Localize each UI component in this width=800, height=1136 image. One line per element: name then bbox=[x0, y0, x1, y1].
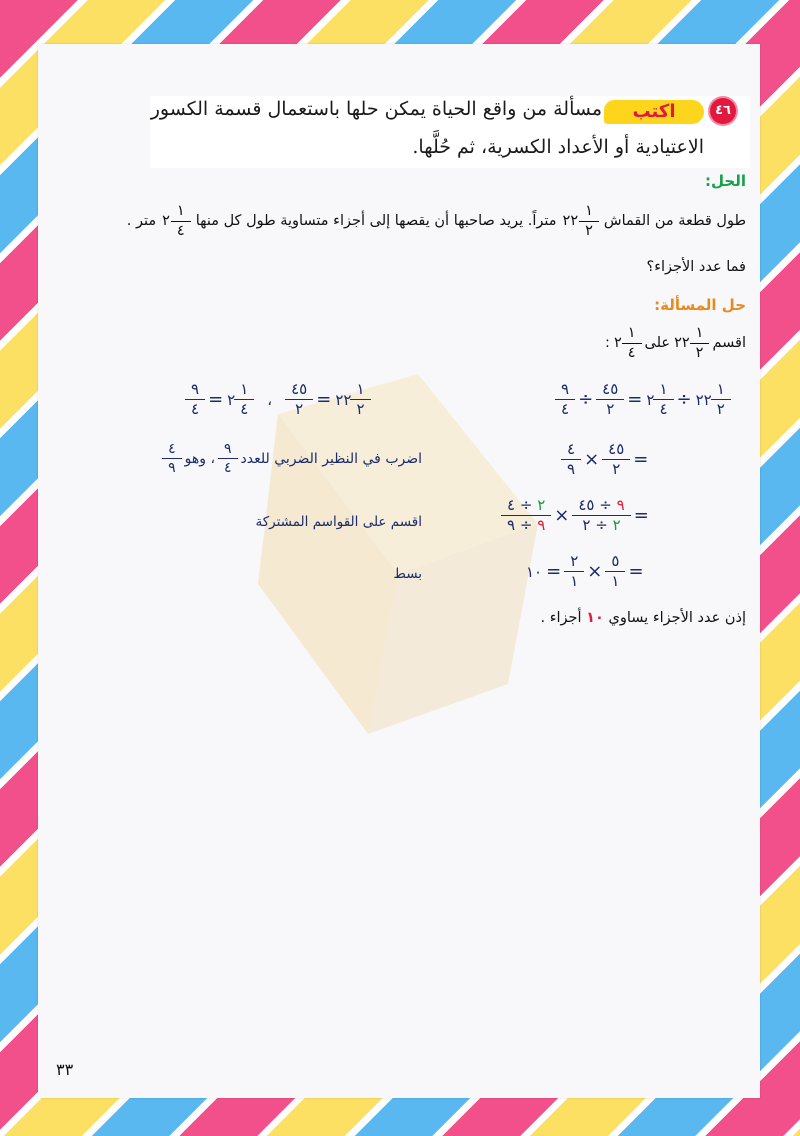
r1-div-op: ÷ bbox=[578, 389, 594, 410]
math-row-3 bbox=[502, 498, 653, 533]
cv-comma: ، bbox=[267, 390, 273, 409]
r3-left-num-four: ٤ bbox=[507, 496, 516, 514]
divide-frac-b-den: ٤ bbox=[622, 343, 642, 361]
cv-frac-45-num: ٤٥ bbox=[291, 380, 308, 398]
r3-right-num-div: ÷ bbox=[599, 496, 612, 514]
r4-eq-1: = bbox=[546, 561, 562, 582]
cv-frac-1b-den: ٢ bbox=[350, 399, 370, 417]
problem-part-2: متراً. يريد صاحبها أن يقصها إلى أجزاء متساوية طول كل منها bbox=[195, 213, 557, 229]
r3-left-num-green: ٢ bbox=[537, 496, 546, 514]
simplify-note: بسط bbox=[393, 566, 422, 582]
cv-frac-1b-num: ١ bbox=[356, 380, 365, 398]
solve-heading: حل المسألة: bbox=[654, 296, 746, 314]
mixed-b-num: ١ bbox=[176, 203, 185, 219]
problem-part-1: طول قطعة من القماش bbox=[603, 213, 746, 229]
r3-times-op: × bbox=[554, 505, 570, 526]
reciprocal-note bbox=[159, 442, 422, 475]
r3-right-den-two: ٢ bbox=[582, 516, 591, 534]
cv-frac-1a-num: ١ bbox=[240, 380, 249, 398]
mixed-a-den: ٢ bbox=[579, 221, 599, 239]
r1-whole-22: ٢٢ bbox=[695, 390, 712, 409]
r3-left-den-red: ٩ bbox=[537, 516, 546, 534]
r3-right-num-red: ٩ bbox=[616, 496, 625, 514]
r2-frac-45-num: ٤٥ bbox=[608, 440, 625, 458]
conclusion bbox=[540, 610, 746, 626]
r1-eq-op: = bbox=[627, 389, 643, 410]
r1-frac-9-num: ٩ bbox=[561, 380, 570, 398]
cv-eq-2: = bbox=[316, 389, 332, 410]
cv-eq-1: = bbox=[208, 389, 224, 410]
r1-frac-9-den: ٤ bbox=[555, 399, 575, 417]
write-badge-label: اكتب bbox=[632, 101, 676, 122]
r4-frac-2-den: ١ bbox=[564, 571, 584, 589]
cv-frac-9-den: ٤ bbox=[185, 399, 205, 417]
divide-frac-a-den: ٢ bbox=[690, 343, 710, 361]
write-badge bbox=[604, 100, 704, 124]
problem-statement bbox=[46, 204, 746, 238]
note-frac-9-den: ٤ bbox=[218, 458, 238, 475]
question-number: ٤٦ bbox=[715, 103, 731, 118]
divide-whole-b: ٢ bbox=[613, 335, 622, 351]
r1-frac-1b-den: ٢ bbox=[711, 399, 731, 417]
on-word: على bbox=[644, 335, 671, 351]
note-frac-4-num: ٤ bbox=[168, 441, 176, 457]
question-number-badge bbox=[710, 98, 736, 124]
r4-result-10: ١٠ bbox=[526, 562, 543, 581]
r2-frac-4-den: ٩ bbox=[561, 459, 581, 477]
cv-whole-2: ٢ bbox=[227, 390, 236, 409]
r2-eq-op: = bbox=[633, 449, 649, 470]
math-row-1 bbox=[556, 382, 730, 417]
r4-frac-5-den: ١ bbox=[605, 571, 625, 589]
page-sheet bbox=[38, 44, 760, 1098]
page-number: ٣٣ bbox=[56, 1060, 74, 1079]
divide-frac-b-num: ١ bbox=[627, 325, 636, 341]
r3-right-num-45: ٤٥ bbox=[578, 496, 595, 514]
question-line-2: الاعتيادية أو الأعداد الكسرية، ثم حُلَّها. bbox=[412, 136, 704, 158]
r2-times-op: × bbox=[584, 449, 600, 470]
mixed-b-whole: ٢ bbox=[162, 213, 170, 229]
conclusion-part-1: إذن عدد الأجزاء يساوي bbox=[608, 610, 746, 626]
mixed-b-den: ٤ bbox=[171, 221, 191, 239]
solution-heading: الحل: bbox=[705, 172, 746, 190]
problem-part-3: متر . bbox=[126, 213, 157, 229]
conclusion-value: ١٠ bbox=[586, 610, 604, 626]
cv-frac-45-den: ٢ bbox=[285, 399, 313, 417]
cv-frac-9-num: ٩ bbox=[191, 380, 200, 398]
r2-frac-4-num: ٤ bbox=[567, 440, 576, 458]
r3-eq-op: = bbox=[633, 505, 649, 526]
divide-whole-a: ٢٢ bbox=[674, 335, 690, 351]
colon: : bbox=[605, 335, 610, 351]
r4-frac-5-num: ٥ bbox=[611, 552, 620, 570]
book-watermark-icon bbox=[238, 374, 568, 754]
conversion-row bbox=[186, 382, 370, 417]
r1-frac-45-den: ٢ bbox=[596, 399, 624, 417]
cv-whole-22: ٢٢ bbox=[335, 390, 352, 409]
mixed-a-whole: ٢٢ bbox=[562, 213, 579, 229]
common-factor-note: اقسم على القواسم المشتركة bbox=[255, 514, 422, 530]
note-frac-4-den: ٩ bbox=[162, 458, 182, 475]
r1-frac-1a-den: ٤ bbox=[653, 399, 673, 417]
divide-instruction bbox=[605, 326, 746, 360]
r3-right-den-div: ÷ bbox=[595, 516, 608, 534]
r3-left-den-nine: ٩ bbox=[507, 516, 516, 534]
r1-frac-1b-num: ١ bbox=[716, 380, 725, 398]
math-row-2 bbox=[562, 442, 652, 477]
math-row-4 bbox=[526, 554, 648, 589]
r4-times-op: × bbox=[587, 561, 603, 582]
r1-frac-45-num: ٤٥ bbox=[602, 380, 619, 398]
divide-word: اقسم bbox=[712, 335, 746, 351]
question-line-1: مسألة من واقع الحياة يمكن حلها باستعمال قسمة الكسور bbox=[150, 98, 602, 120]
r1-frac-1a-num: ١ bbox=[659, 380, 668, 398]
r4-frac-2-num: ٢ bbox=[570, 552, 579, 570]
mixed-a-num: ١ bbox=[585, 203, 593, 219]
r2-frac-45-den: ٢ bbox=[602, 459, 630, 477]
r4-eq-2: = bbox=[628, 561, 644, 582]
r3-right-den-green: ٢ bbox=[612, 516, 621, 534]
r1-whole-2: ٢ bbox=[646, 390, 655, 409]
r1-div-op-2: ÷ bbox=[676, 389, 692, 410]
divide-frac-a-num: ١ bbox=[695, 325, 704, 341]
conclusion-part-2: أجزاء . bbox=[540, 610, 582, 626]
reciprocal-note-text: اضرب في النظير الضربي للعدد bbox=[240, 450, 422, 467]
r3-left-num-div: ÷ bbox=[519, 496, 533, 514]
r3-left-den-div: ÷ bbox=[519, 516, 533, 534]
and-it-is-text: ، وهو bbox=[184, 450, 215, 467]
cv-frac-1a-den: ٤ bbox=[234, 399, 254, 417]
note-frac-9-num: ٩ bbox=[223, 441, 232, 457]
question-line: فما عدد الأجزاء؟ bbox=[646, 259, 746, 275]
